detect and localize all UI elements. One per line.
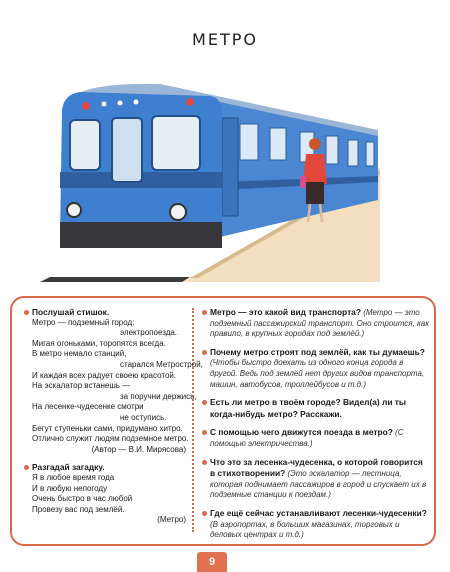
question-item — [202, 397, 430, 420]
riddle-line: И в любую непогоду — [32, 483, 108, 493]
riddle-line: Я в любое время года — [32, 472, 115, 482]
right-column — [202, 307, 430, 548]
question-text: Что это за лесенка-чудесенка, о которой говорится в стихотворении? — [210, 456, 423, 479]
poem-block — [24, 307, 203, 455]
answer-hint: (С помощью электричества.) — [210, 428, 404, 448]
bullet-icon — [24, 465, 29, 470]
red-light — [82, 102, 90, 110]
poem-line: Отлично служит людям подземное метро. — [32, 434, 189, 444]
text-card — [10, 296, 436, 546]
metro-train-illustration — [40, 72, 380, 282]
side-window — [240, 124, 258, 160]
answer-hint: (Метро — это подземный пассажирский транспорт. Оно строится, как правило, в крупных городах под землёй.) — [210, 308, 430, 339]
poem-line: Метро — подземный город: — [32, 317, 135, 327]
answer-hint: (В аэропортах, в больших магазинах, торговых и деловых центрах и т.д.) — [210, 519, 400, 540]
poem-line: Мигая огоньками, торопятся всегда. — [32, 338, 166, 348]
poem-line: старался Метрострой, — [120, 359, 203, 369]
bullet-icon — [202, 460, 207, 465]
poem-line: не оступись. — [120, 412, 167, 422]
question-item — [202, 508, 430, 541]
dotted-divider — [192, 308, 194, 532]
bullet-icon — [202, 511, 207, 516]
bullet-icon — [24, 310, 29, 315]
riddle-heading: Разгадай загадку. — [32, 462, 105, 473]
answer-hint: (Чтобы быстро доехать из одного конца города в другой. Ведь под землёй нет других видов транспорта, машин, автобусов, троллейбусов и т.д.) — [210, 358, 425, 389]
riddle-line: Провезу вас под землёй. — [32, 504, 125, 514]
answer-hint: (Это эскалатор — лестница, которая поднимает пассажиров в город и спускает их в подземные станции к поездам.) — [210, 469, 427, 500]
bullet-icon — [202, 350, 207, 355]
poem-line: На лесенке-чудесенке смотри — [32, 402, 144, 412]
riddle-line: Очень быстро в час любой — [32, 494, 133, 504]
question-item — [202, 427, 430, 449]
question-item — [202, 457, 430, 501]
front-window-left — [70, 120, 100, 170]
question-text: Где ещё сейчас устанавливают лесенки-чудесенки? — [210, 507, 427, 518]
bullet-icon — [202, 310, 207, 315]
train-door — [222, 118, 238, 216]
front-window-right — [152, 116, 200, 170]
question-text: Почему метро строят под землёй, как ты думаешь? — [210, 346, 425, 357]
page-number: 9 — [197, 552, 227, 572]
question-text: Есть ли метро в твоём городе? Видел(а) ли ты когда-нибудь метро? Расскажи. — [210, 397, 407, 419]
riddle-block — [24, 462, 186, 526]
poem-line: за поручни держись, — [120, 391, 197, 401]
poem-line: Бегут ступеньки сами, придумано хитро. — [32, 423, 183, 433]
poem-line: В метро немало станций, — [32, 349, 127, 359]
front-door-window — [112, 118, 142, 182]
poem-line: электропоезда. — [120, 328, 178, 338]
headlight-left — [67, 203, 81, 217]
bullet-icon — [202, 400, 207, 405]
page-title: МЕТРО — [192, 30, 258, 49]
question-item — [202, 307, 430, 340]
question-text: С помощью чего движутся поезда в метро? — [210, 427, 393, 438]
poem-line: На эскалатор встанешь — — [32, 381, 131, 391]
riddle-answer: (Метро) — [157, 515, 186, 525]
left-column — [24, 307, 203, 533]
poem-author: (Автор — В.И. Мирясова) — [91, 444, 186, 454]
question-text: Метро — это какой вид транспорта? — [210, 307, 361, 317]
poem-line: И каждая всех радует своею красотой. — [32, 370, 177, 380]
poem-heading: Послушай стишок. — [32, 307, 110, 317]
question-item — [202, 347, 430, 390]
headlight-right — [170, 204, 186, 220]
bullet-icon — [202, 430, 207, 435]
